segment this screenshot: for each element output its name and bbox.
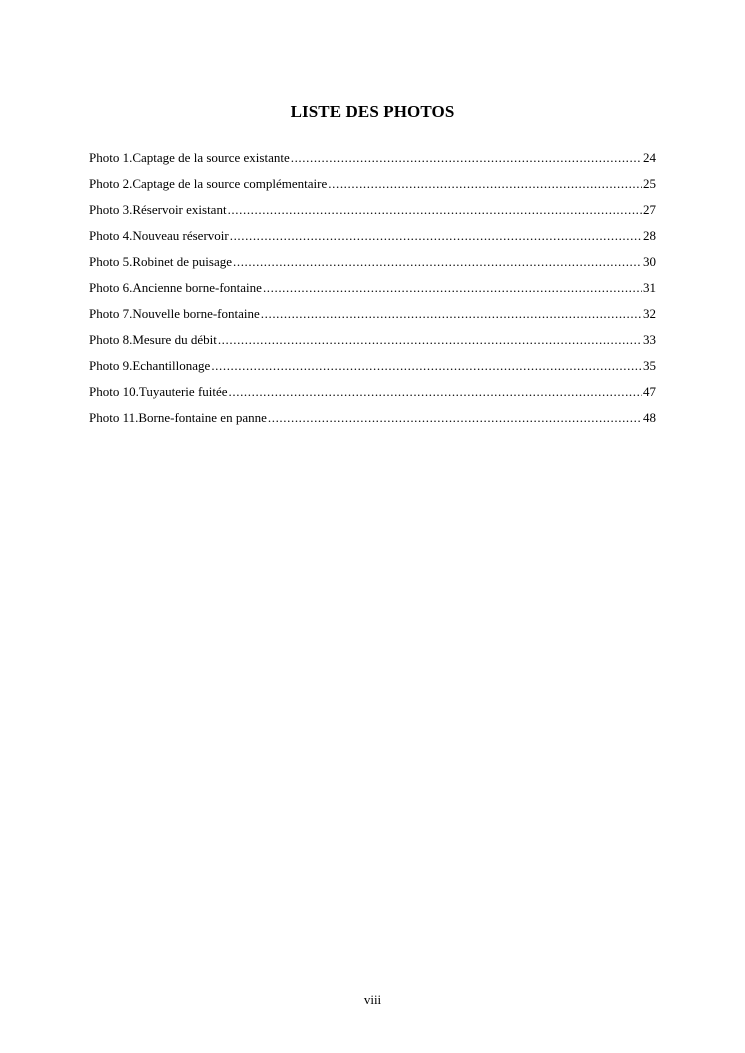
entry-label: Photo 7.Nouvelle borne-fontaine	[89, 306, 260, 321]
entry-page-number: 27	[643, 202, 656, 217]
toc-entry[interactable]	[89, 200, 656, 226]
dot-leader	[268, 408, 642, 428]
dot-leader	[230, 226, 642, 246]
entry-label: Photo 5.Robinet de puisage	[89, 254, 232, 269]
dot-leader	[233, 252, 642, 272]
dot-leader	[218, 330, 642, 350]
entry-page-number: 28	[643, 228, 656, 243]
entry-label: Photo 11.Borne-fontaine en panne	[89, 410, 267, 425]
toc-entry[interactable]	[89, 226, 656, 252]
entry-page-number: 47	[643, 384, 656, 399]
entry-label: Photo 8.Mesure du débit	[89, 332, 217, 347]
dot-leader	[229, 382, 642, 402]
dot-leader	[263, 278, 642, 298]
toc-entry[interactable]	[89, 252, 656, 278]
entry-page-number: 31	[643, 280, 656, 295]
footer-page-number: viii	[363, 992, 382, 1007]
dot-leader	[328, 174, 642, 194]
photo-list	[89, 148, 656, 434]
toc-entry[interactable]	[89, 408, 656, 434]
entry-page-number: 35	[643, 358, 656, 373]
toc-entry[interactable]	[89, 174, 656, 200]
entry-page-number: 24	[643, 150, 656, 165]
entry-page-number: 48	[643, 410, 656, 425]
entry-label: Photo 6.Ancienne borne-fontaine	[89, 280, 262, 295]
dot-leader	[261, 304, 642, 324]
page-title: LISTE DES PHOTOS	[290, 102, 455, 122]
toc-entry[interactable]	[89, 304, 656, 330]
dot-leader	[211, 356, 642, 376]
entry-page-number: 32	[643, 306, 656, 321]
toc-entry[interactable]	[89, 148, 656, 174]
entry-label: Photo 3.Réservoir existant	[89, 202, 227, 217]
entry-label: Photo 1.Captage de la source existante	[89, 150, 290, 165]
entry-label: Photo 4.Nouveau réservoir	[89, 228, 229, 243]
toc-entry[interactable]	[89, 330, 656, 356]
entry-page-number: 30	[643, 254, 656, 269]
entry-page-number: 25	[643, 176, 656, 191]
entry-label: Photo 9.Echantillonage	[89, 358, 211, 373]
toc-entry[interactable]	[89, 356, 656, 382]
entry-label: Photo 10.Tuyauterie fuitée	[89, 384, 228, 399]
toc-entry[interactable]	[89, 278, 656, 304]
entry-label: Photo 2.Captage de la source complémentaire	[89, 176, 328, 191]
entry-page-number: 33	[643, 332, 656, 347]
dot-leader	[228, 200, 642, 220]
toc-entry[interactable]	[89, 382, 656, 408]
dot-leader	[291, 148, 642, 168]
